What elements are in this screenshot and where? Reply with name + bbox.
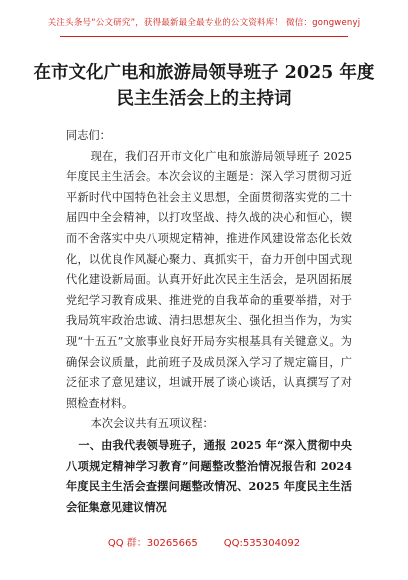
document-body	[66, 126, 352, 517]
header-promo-note: 关注头条号“公文研究”，获得最新最全最专业的公文资料库！ 微信：gongwenyj	[47, 18, 361, 28]
document-title: 在市文化广电和旅游局领导班子 2025 年度民主生活会上的主持词	[33, 63, 375, 109]
header-divider	[60, 36, 348, 37]
paragraph-agenda-intro: 本次会议共有五项议程：	[90, 417, 214, 431]
greeting: 同志们：	[66, 129, 111, 142]
paragraph-opening: 现在，我们召开市文化广电和旅游局领导班子 2025 年度民主生活会。本次会议的主题是：深入学习贯彻习近平新时代中国特色社会主义思想，全面贯彻落实党的二十届四中全会精神，以打攻坚战、持久战的决心和恒心，锲而不舍落实中央八项规定精神，推进作风建设常态化长效化，以优良作风凝心聚力、真抓实干，奋力开创中国式现代化建设新局面。认真开好此次民主生活会，是巩固拓展党纪学习教育成果、推进党的自我革命的重要举措，对于我局筑牢政治忠诚、清扫思想灰尘、强化担当作为，为实现“十五五”文旅事业良好开局夯实根基具有关键意义。为确保会议质量，此前班子及成员深入学习了规定篇目，广泛征求了意见建议，坦诚开展了谈心谈话，认真撰写了对照检查材料。	[66, 149, 352, 410]
agenda-item-1: 一、由我代表领导班子，通报 2025 年“深入贯彻中央八项规定精神学习教育”问题整改整治情况报告和 2024 年度民主生活会查摆问题整改情况、2025 年度民主生活会征集意见建议情况	[66, 437, 352, 514]
footer-qq-group: QQ 群：30265665	[107, 538, 198, 549]
footer-contact	[0, 534, 408, 549]
footer-qq: QQ:535304092	[223, 538, 301, 549]
